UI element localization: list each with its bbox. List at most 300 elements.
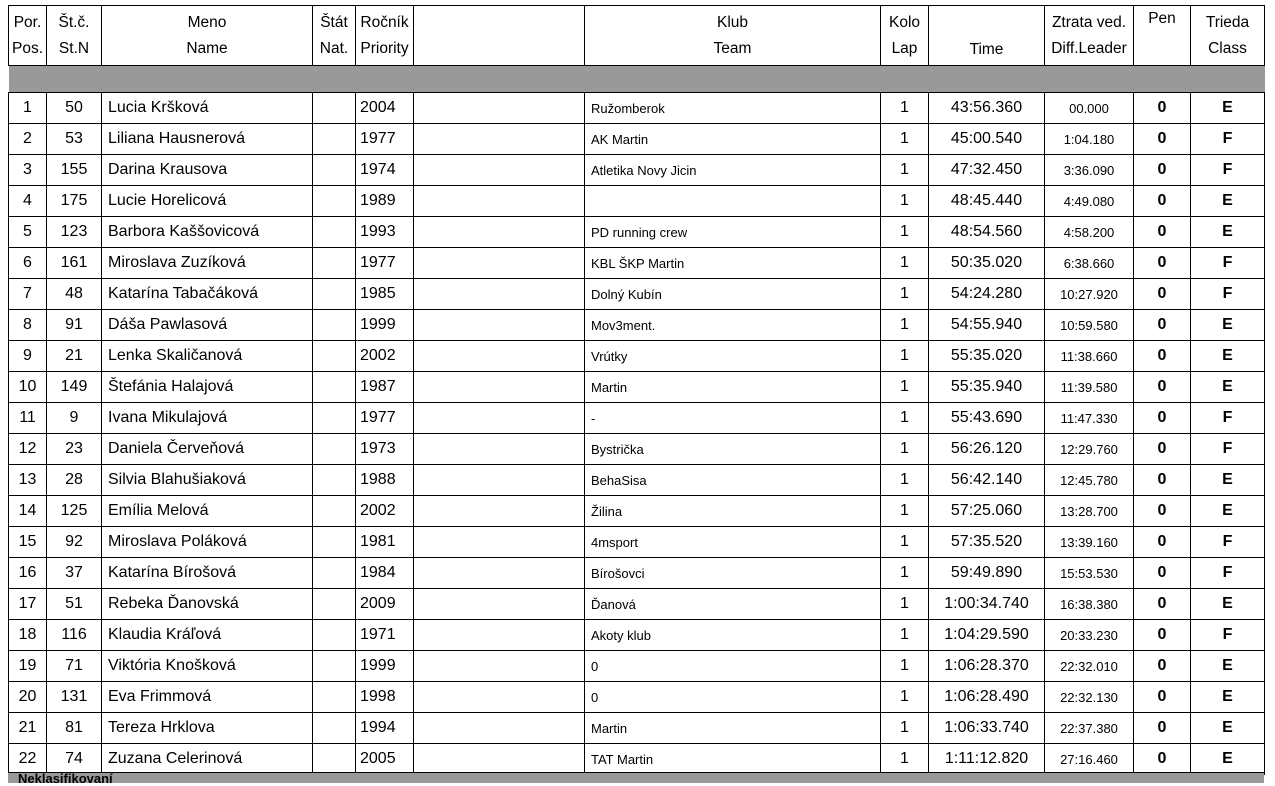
cell-cls: E: [1191, 372, 1265, 403]
cell-nat: [313, 155, 356, 186]
col-header-pen-label: Pen: [1148, 10, 1176, 27]
cell-time: 1:06:28.370: [929, 651, 1045, 682]
cell-time: 1:11:12.820: [929, 744, 1045, 775]
col-header-class-en: Class: [1208, 39, 1247, 57]
col-header-diff: [1045, 6, 1134, 66]
cell-diff: 4:49.080: [1045, 186, 1134, 217]
cell-blank: [414, 651, 585, 682]
cell-pos: 13: [9, 465, 47, 496]
cell-nat: [313, 558, 356, 589]
cell-time: 55:43.690: [929, 403, 1045, 434]
cell-stn: 175: [47, 186, 102, 217]
table-row: [9, 124, 1265, 155]
cell-diff: 22:37.380: [1045, 713, 1134, 744]
cell-cls: E: [1191, 217, 1265, 248]
cell-pos: 14: [9, 496, 47, 527]
cell-diff: 10:59.580: [1045, 310, 1134, 341]
cell-name: Lenka Skaličanová: [102, 341, 313, 372]
cell-pos: 8: [9, 310, 47, 341]
cell-lap: 1: [881, 465, 929, 496]
cell-pen: 0: [1134, 651, 1191, 682]
results-table: [8, 5, 1265, 775]
cell-pos: 12: [9, 434, 47, 465]
col-header-team-sk: Klub: [716, 13, 749, 31]
cell-time: 54:55.940: [929, 310, 1045, 341]
cell-pos: 22: [9, 744, 47, 775]
col-header-stn-sk: Št.č.: [58, 13, 90, 31]
cell-name: Eva Frimmová: [102, 682, 313, 713]
cell-nat: [313, 217, 356, 248]
cell-pos: 11: [9, 403, 47, 434]
group-separator-bar: [9, 66, 1265, 93]
cell-pos: 21: [9, 713, 47, 744]
cell-stn: 161: [47, 248, 102, 279]
col-header-name: [102, 6, 313, 66]
table-row: [9, 496, 1265, 527]
cell-cls: F: [1191, 248, 1265, 279]
col-header-class: [1191, 6, 1265, 66]
cell-pen: 0: [1134, 496, 1191, 527]
cell-blank: [414, 279, 585, 310]
table-row: [9, 248, 1265, 279]
cell-pen: 0: [1134, 310, 1191, 341]
cell-blank: [414, 310, 585, 341]
cell-year: 1999: [356, 651, 414, 682]
cell-cls: E: [1191, 496, 1265, 527]
table-row: [9, 403, 1265, 434]
cell-year: 1973: [356, 434, 414, 465]
cell-pos: 16: [9, 558, 47, 589]
cell-stn: 125: [47, 496, 102, 527]
cell-name: Ivana Mikulajová: [102, 403, 313, 434]
col-header-team-en: Team: [713, 39, 752, 57]
cell-stn: 9: [47, 403, 102, 434]
cell-time: 1:00:34.740: [929, 589, 1045, 620]
cell-name: Tereza Hrklova: [102, 713, 313, 744]
cell-stn: 131: [47, 682, 102, 713]
results-body: [9, 93, 1265, 775]
cell-time: 47:32.450: [929, 155, 1045, 186]
col-header-time: Time: [929, 6, 1045, 66]
cell-nat: [313, 744, 356, 775]
cell-name: Zuzana Celerinová: [102, 744, 313, 775]
cell-team: Akoty klub: [585, 620, 881, 651]
cell-cls: F: [1191, 434, 1265, 465]
cell-year: 1994: [356, 713, 414, 744]
cell-cls: E: [1191, 744, 1265, 775]
cell-cls: E: [1191, 186, 1265, 217]
cell-name: Daniela Červeňová: [102, 434, 313, 465]
cell-lap: 1: [881, 403, 929, 434]
col-header-diff-en: Diff.Leader: [1051, 39, 1127, 57]
cell-year: 1977: [356, 248, 414, 279]
cell-pos: 19: [9, 651, 47, 682]
cell-time: 56:42.140: [929, 465, 1045, 496]
cell-diff: 22:32.010: [1045, 651, 1134, 682]
cell-nat: [313, 651, 356, 682]
cell-team: PD running crew: [585, 217, 881, 248]
cell-time: 57:25.060: [929, 496, 1045, 527]
cell-year: 1993: [356, 217, 414, 248]
cell-name: Klaudia Kráľová: [102, 620, 313, 651]
cell-team: Mov3ment.: [585, 310, 881, 341]
cell-team: Bírošovci: [585, 558, 881, 589]
cell-pen: 0: [1134, 155, 1191, 186]
cell-name: Miroslava Zuzíková: [102, 248, 313, 279]
cell-blank: [414, 217, 585, 248]
cell-time: 55:35.940: [929, 372, 1045, 403]
cell-cls: F: [1191, 620, 1265, 651]
footer-bar: [8, 771, 1264, 786]
cell-team: BehaSisa: [585, 465, 881, 496]
cell-pen: 0: [1134, 527, 1191, 558]
cell-year: 2004: [356, 93, 414, 124]
cell-stn: 51: [47, 589, 102, 620]
cell-blank: [414, 434, 585, 465]
cell-pen: 0: [1134, 372, 1191, 403]
cell-team: Atletika Novy Jicin: [585, 155, 881, 186]
cell-time: 57:35.520: [929, 527, 1045, 558]
cell-year: 1985: [356, 279, 414, 310]
cell-year: 1988: [356, 465, 414, 496]
cell-year: 1977: [356, 403, 414, 434]
cell-time: 59:49.890: [929, 558, 1045, 589]
cell-blank: [414, 496, 585, 527]
col-header-pos: [9, 6, 47, 66]
table-row: [9, 713, 1265, 744]
cell-pen: 0: [1134, 465, 1191, 496]
col-header-nat: [313, 6, 356, 66]
cell-pen: 0: [1134, 589, 1191, 620]
cell-lap: 1: [881, 527, 929, 558]
col-header-stn-en: St.N: [58, 39, 90, 57]
cell-cls: E: [1191, 713, 1265, 744]
col-header-pos-sk: Por.: [13, 13, 42, 31]
cell-pos: 5: [9, 217, 47, 248]
cell-name: Silvia Blahušiaková: [102, 465, 313, 496]
cell-name: Katarína Tabačáková: [102, 279, 313, 310]
cell-name: Darina Krausova: [102, 155, 313, 186]
cell-blank: [414, 186, 585, 217]
cell-cls: F: [1191, 155, 1265, 186]
cell-blank: [414, 558, 585, 589]
cell-lap: 1: [881, 651, 929, 682]
cell-year: 2005: [356, 744, 414, 775]
cell-pen: 0: [1134, 713, 1191, 744]
cell-diff: 6:38.660: [1045, 248, 1134, 279]
cell-stn: 74: [47, 744, 102, 775]
cell-name: Lucia Kršková: [102, 93, 313, 124]
cell-year: 1974: [356, 155, 414, 186]
cell-cls: F: [1191, 527, 1265, 558]
cell-team: Ďanová: [585, 589, 881, 620]
cell-cls: E: [1191, 682, 1265, 713]
cell-name: Rebeka Ďanovská: [102, 589, 313, 620]
cell-pen: 0: [1134, 403, 1191, 434]
col-header-pos-en: Pos.: [11, 39, 43, 57]
footer-label: Neklasifikovaní: [18, 771, 113, 786]
cell-blank: [414, 341, 585, 372]
cell-lap: 1: [881, 155, 929, 186]
cell-lap: 1: [881, 744, 929, 775]
col-header-stn: [47, 6, 102, 66]
cell-blank: [414, 620, 585, 651]
cell-year: 1984: [356, 558, 414, 589]
cell-year: 2002: [356, 341, 414, 372]
cell-time: 56:26.120: [929, 434, 1045, 465]
cell-stn: 53: [47, 124, 102, 155]
cell-year: 2002: [356, 496, 414, 527]
cell-time: 55:35.020: [929, 341, 1045, 372]
cell-stn: 37: [47, 558, 102, 589]
cell-pos: 9: [9, 341, 47, 372]
cell-diff: 27:16.460: [1045, 744, 1134, 775]
cell-cls: F: [1191, 403, 1265, 434]
cell-name: Katarína Bírošová: [102, 558, 313, 589]
cell-lap: 1: [881, 713, 929, 744]
cell-pos: 2: [9, 124, 47, 155]
cell-pen: 0: [1134, 744, 1191, 775]
cell-nat: [313, 310, 356, 341]
cell-diff: 00.000: [1045, 93, 1134, 124]
cell-lap: 1: [881, 124, 929, 155]
cell-diff: 4:58.200: [1045, 217, 1134, 248]
cell-lap: 1: [881, 620, 929, 651]
col-header-lap-en: Lap: [891, 39, 918, 57]
cell-blank: [414, 372, 585, 403]
cell-diff: 3:36.090: [1045, 155, 1134, 186]
cell-pos: 1: [9, 93, 47, 124]
cell-pos: 3: [9, 155, 47, 186]
cell-diff: 11:38.660: [1045, 341, 1134, 372]
cell-name: Dáša Pawlasová: [102, 310, 313, 341]
cell-year: 2009: [356, 589, 414, 620]
cell-name: Liliana Hausnerová: [102, 124, 313, 155]
cell-cls: E: [1191, 465, 1265, 496]
cell-nat: [313, 434, 356, 465]
cell-lap: 1: [881, 341, 929, 372]
cell-diff: 1:04.180: [1045, 124, 1134, 155]
cell-name: Lucie Horelicová: [102, 186, 313, 217]
cell-time: 54:24.280: [929, 279, 1045, 310]
cell-blank: [414, 465, 585, 496]
cell-stn: 91: [47, 310, 102, 341]
cell-blank: [414, 124, 585, 155]
cell-blank: [414, 744, 585, 775]
col-header-name-en: Name: [186, 39, 228, 57]
cell-pos: 20: [9, 682, 47, 713]
table-row: [9, 434, 1265, 465]
cell-team: KBL ŠKP Martin: [585, 248, 881, 279]
col-header-year-sk: Ročník: [360, 13, 409, 31]
cell-name: Štefánia Halajová: [102, 372, 313, 403]
cell-nat: [313, 279, 356, 310]
cell-name: Viktória Knošková: [102, 651, 313, 682]
cell-team: Dolný Kubín: [585, 279, 881, 310]
cell-pen: 0: [1134, 93, 1191, 124]
cell-nat: [313, 496, 356, 527]
cell-pen: 0: [1134, 434, 1191, 465]
cell-stn: 28: [47, 465, 102, 496]
table-row: [9, 372, 1265, 403]
table-row: [9, 465, 1265, 496]
cell-nat: [313, 124, 356, 155]
col-header-nat-sk: Štát: [320, 13, 348, 31]
cell-year: 1987: [356, 372, 414, 403]
cell-time: 50:35.020: [929, 248, 1045, 279]
cell-cls: E: [1191, 310, 1265, 341]
cell-cls: E: [1191, 589, 1265, 620]
cell-nat: [313, 186, 356, 217]
cell-cls: E: [1191, 341, 1265, 372]
cell-lap: 1: [881, 217, 929, 248]
cell-year: 1981: [356, 527, 414, 558]
cell-diff: 20:33.230: [1045, 620, 1134, 651]
table-header: [9, 6, 1265, 66]
cell-pen: 0: [1134, 186, 1191, 217]
cell-time: 45:00.540: [929, 124, 1045, 155]
table-row: [9, 558, 1265, 589]
cell-diff: 15:53.530: [1045, 558, 1134, 589]
col-header-nat-en: Nat.: [319, 39, 349, 57]
table-row: [9, 651, 1265, 682]
col-header-lap: [881, 6, 929, 66]
cell-pos: 18: [9, 620, 47, 651]
cell-time: 48:45.440: [929, 186, 1045, 217]
cell-diff: 11:47.330: [1045, 403, 1134, 434]
cell-blank: [414, 93, 585, 124]
cell-diff: 11:39.580: [1045, 372, 1134, 403]
cell-cls: F: [1191, 124, 1265, 155]
cell-nat: [313, 465, 356, 496]
cell-name: Barbora Kaššovicová: [102, 217, 313, 248]
cell-lap: 1: [881, 186, 929, 217]
table-row: [9, 155, 1265, 186]
cell-diff: 12:45.780: [1045, 465, 1134, 496]
col-header-name-sk: Meno: [187, 13, 227, 31]
cell-blank: [414, 155, 585, 186]
cell-diff: 13:28.700: [1045, 496, 1134, 527]
cell-stn: 149: [47, 372, 102, 403]
col-header-year-en: Priority: [360, 39, 409, 57]
cell-pen: 0: [1134, 682, 1191, 713]
cell-stn: 92: [47, 527, 102, 558]
cell-team: Bystrička: [585, 434, 881, 465]
cell-diff: 22:32.130: [1045, 682, 1134, 713]
cell-lap: 1: [881, 310, 929, 341]
cell-pen: 0: [1134, 341, 1191, 372]
cell-nat: [313, 93, 356, 124]
cell-nat: [313, 527, 356, 558]
cell-year: 1998: [356, 682, 414, 713]
cell-stn: 116: [47, 620, 102, 651]
cell-stn: 23: [47, 434, 102, 465]
cell-team: Martin: [585, 713, 881, 744]
col-header-pen: [1134, 6, 1191, 66]
cell-nat: [313, 682, 356, 713]
cell-pen: 0: [1134, 248, 1191, 279]
cell-lap: 1: [881, 248, 929, 279]
table-row: [9, 620, 1265, 651]
cell-nat: [313, 341, 356, 372]
cell-year: 1977: [356, 124, 414, 155]
cell-year: 1989: [356, 186, 414, 217]
cell-team: Ružomberok: [585, 93, 881, 124]
col-header-year: [356, 6, 414, 66]
cell-time: 1:06:33.740: [929, 713, 1045, 744]
cell-blank: [414, 713, 585, 744]
cell-pos: 10: [9, 372, 47, 403]
cell-pen: 0: [1134, 279, 1191, 310]
cell-pen: 0: [1134, 124, 1191, 155]
cell-stn: 155: [47, 155, 102, 186]
cell-pos: 4: [9, 186, 47, 217]
cell-year: 1971: [356, 620, 414, 651]
cell-pen: 0: [1134, 558, 1191, 589]
cell-stn: 123: [47, 217, 102, 248]
cell-nat: [313, 620, 356, 651]
cell-lap: 1: [881, 93, 929, 124]
col-header-diff-sk: Ztrata ved.: [1051, 13, 1127, 31]
cell-lap: 1: [881, 589, 929, 620]
cell-diff: 12:29.760: [1045, 434, 1134, 465]
cell-time: 48:54.560: [929, 217, 1045, 248]
cell-lap: 1: [881, 496, 929, 527]
cell-team: [585, 186, 881, 217]
cell-cls: F: [1191, 279, 1265, 310]
cell-year: 1999: [356, 310, 414, 341]
cell-time: 1:04:29.590: [929, 620, 1045, 651]
cell-blank: [414, 248, 585, 279]
table-row: [9, 341, 1265, 372]
cell-time: 1:06:28.490: [929, 682, 1045, 713]
cell-lap: 1: [881, 372, 929, 403]
table-row: [9, 279, 1265, 310]
cell-diff: 16:38.380: [1045, 589, 1134, 620]
cell-stn: 71: [47, 651, 102, 682]
cell-team: TAT Martin: [585, 744, 881, 775]
table-row: [9, 186, 1265, 217]
group-separator: [9, 66, 1265, 93]
cell-blank: [414, 589, 585, 620]
cell-pen: 0: [1134, 217, 1191, 248]
cell-team: Vrútky: [585, 341, 881, 372]
cell-team: AK Martin: [585, 124, 881, 155]
cell-pos: 7: [9, 279, 47, 310]
col-header-class-sk: Trieda: [1205, 13, 1250, 31]
cell-lap: 1: [881, 682, 929, 713]
cell-nat: [313, 372, 356, 403]
table-row: [9, 589, 1265, 620]
cell-nat: [313, 403, 356, 434]
col-header-team: [585, 6, 881, 66]
cell-diff: 10:27.920: [1045, 279, 1134, 310]
cell-name: Emília Melová: [102, 496, 313, 527]
cell-team: 0: [585, 682, 881, 713]
cell-stn: 21: [47, 341, 102, 372]
cell-team: Žilina: [585, 496, 881, 527]
cell-pos: 15: [9, 527, 47, 558]
col-header-blank: [414, 6, 585, 66]
cell-nat: [313, 589, 356, 620]
cell-stn: 48: [47, 279, 102, 310]
cell-cls: E: [1191, 93, 1265, 124]
cell-blank: [414, 682, 585, 713]
table-row: [9, 217, 1265, 248]
table-row: [9, 682, 1265, 713]
cell-pos: 6: [9, 248, 47, 279]
cell-pos: 17: [9, 589, 47, 620]
